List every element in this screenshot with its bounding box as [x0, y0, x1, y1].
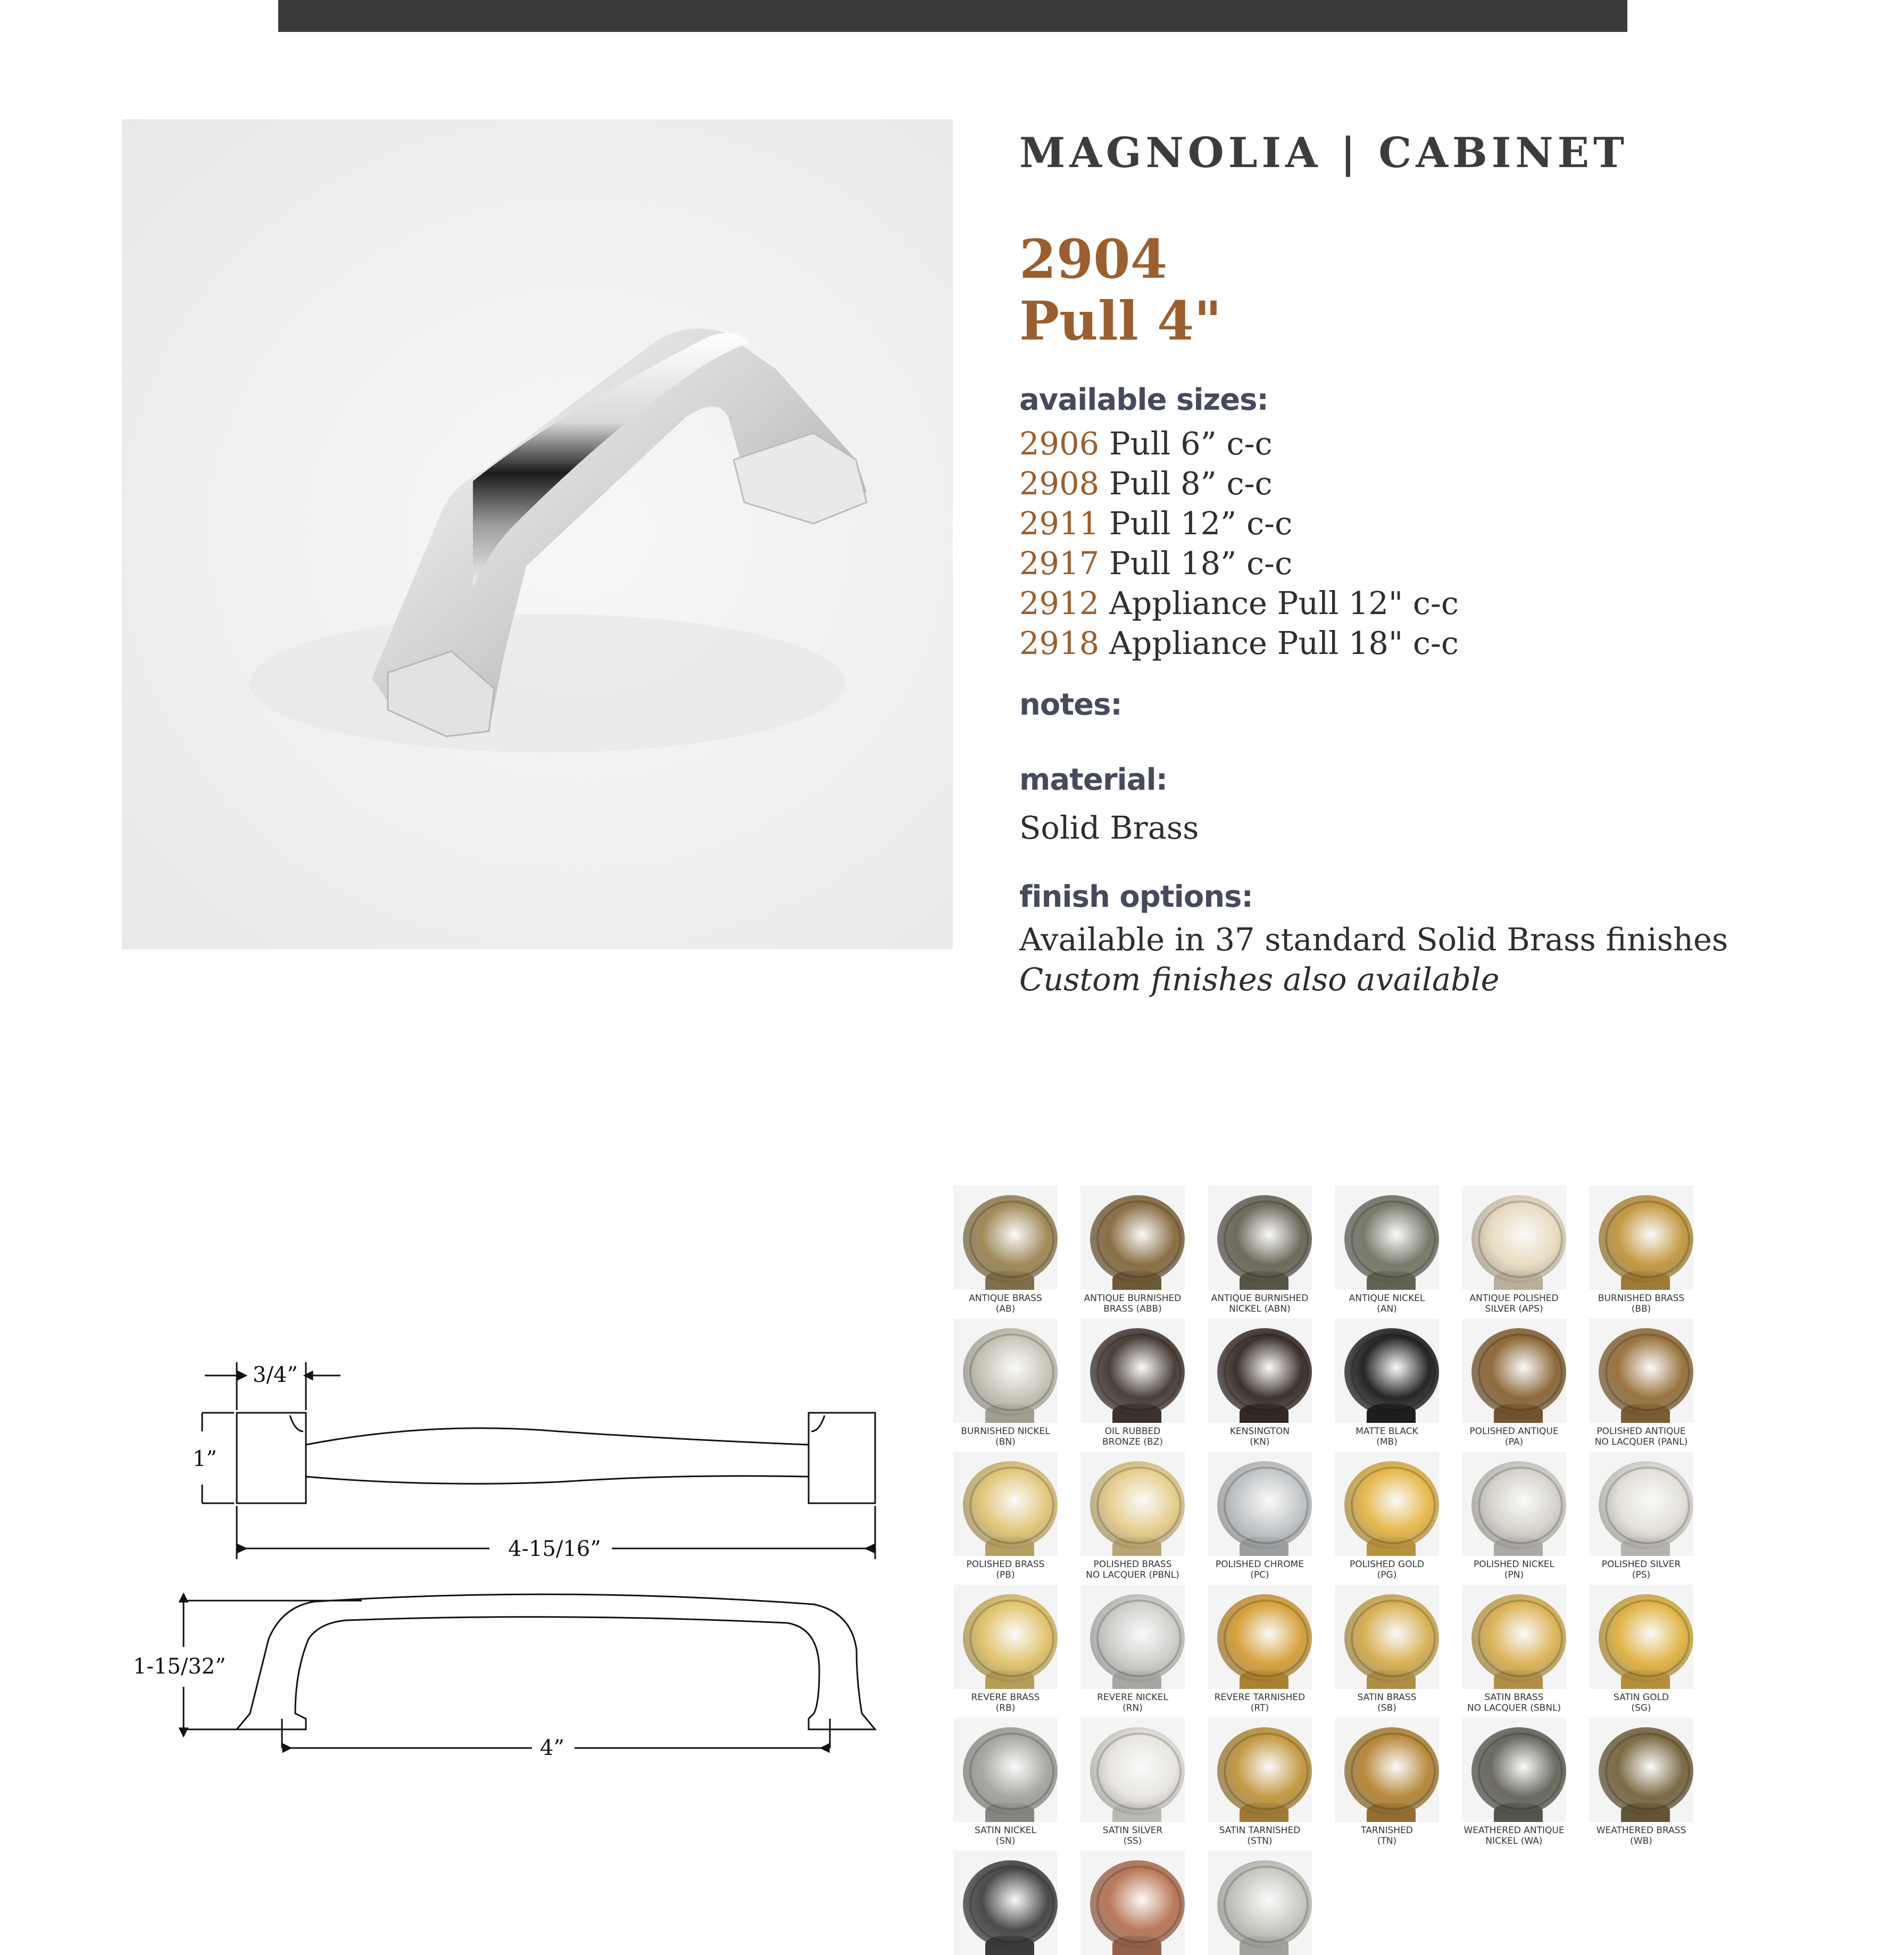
- model-heading: [1019, 228, 1870, 352]
- finish-name: WEATHERED BRASS: [1596, 1825, 1686, 1836]
- finish-swatch: [1080, 1851, 1185, 1955]
- finish-swatch-label: [1074, 1426, 1191, 1447]
- finish-name: WEATHERED ANTIQUE: [1464, 1825, 1565, 1836]
- finish-swatch: [1462, 1718, 1566, 1846]
- finish-name: REVERE NICKEL: [1097, 1692, 1168, 1703]
- finish-code: NO LACQUER (PANL): [1594, 1437, 1688, 1447]
- dim-overall-length: 4-15/16”: [508, 1537, 601, 1561]
- finish-swatch: [1589, 1718, 1693, 1846]
- finish-swatch: [1335, 1718, 1439, 1846]
- finish-swatch-image: [1080, 1319, 1185, 1423]
- size-item: 2911 Pull 12” c-c: [1019, 505, 1293, 542]
- finish-code: (SB): [1377, 1703, 1396, 1713]
- finish-swatch-label: [947, 1559, 1064, 1580]
- pull-handle-image: [122, 119, 953, 949]
- brand-title: MAGNOLIA | CABINET: [1019, 129, 1629, 177]
- finish-swatch: [1080, 1718, 1185, 1846]
- finish-swatch: [1589, 1452, 1693, 1580]
- finish-name: POLISHED BRASS: [1093, 1559, 1172, 1570]
- finish-swatch-label: [1201, 1825, 1318, 1846]
- finish-swatch-image: [1080, 1585, 1185, 1689]
- product-info: [1019, 122, 1870, 999]
- finish-swatch-image: [1462, 1585, 1566, 1689]
- finish-swatch-image: [953, 1851, 1058, 1955]
- size-item: 2917 Pull 18” c-c: [1019, 545, 1293, 582]
- finish-code: (RB): [995, 1703, 1016, 1713]
- finish-swatch-label: [1583, 1825, 1700, 1846]
- finish-name: ANTIQUE BURNISHED: [1211, 1293, 1309, 1304]
- finish-name: REVERE TARNISHED: [1214, 1692, 1306, 1703]
- finish-code: (WB): [1630, 1836, 1652, 1846]
- finish-code: (SS): [1123, 1836, 1142, 1846]
- finish-name: POLISHED SILVER: [1601, 1559, 1681, 1570]
- finish-swatch-label: [1583, 1293, 1700, 1314]
- finish-name: SATIN TARNISHED: [1219, 1825, 1301, 1836]
- finish-swatch-label: [1201, 1692, 1318, 1713]
- finish-name: SATIN GOLD: [1613, 1692, 1669, 1703]
- finish-swatch-label: [1328, 1825, 1445, 1846]
- finish-swatch: [1208, 1851, 1312, 1955]
- finish-swatch-image: [1208, 1452, 1312, 1556]
- finish-swatch: [1462, 1585, 1566, 1713]
- finish-swatch-label: [1201, 1426, 1318, 1447]
- finish-swatch-label: [1201, 1559, 1318, 1580]
- finish-code: (PB): [996, 1570, 1015, 1580]
- finish-swatch-image: [1080, 1186, 1185, 1290]
- finish-code: NICKEL (WA): [1485, 1836, 1543, 1846]
- finish-swatch: [953, 1186, 1058, 1314]
- finish-name: SATIN NICKEL: [975, 1825, 1036, 1836]
- sizes-list: [1019, 424, 1870, 663]
- finish-swatch-image: [1462, 1186, 1566, 1290]
- finish-swatch: [953, 1585, 1058, 1713]
- finish-swatch: [953, 1851, 1058, 1955]
- finish-swatch-image: [1589, 1319, 1693, 1423]
- finish-swatch-image: [1208, 1851, 1312, 1955]
- model-name: Pull 4": [1019, 289, 1222, 352]
- finish-swatch-label: [1328, 1426, 1445, 1447]
- finish-swatch-image: [1080, 1851, 1185, 1955]
- finish-swatch: [1335, 1452, 1439, 1580]
- finish-swatch-label: [1456, 1825, 1573, 1846]
- finish-code: (BB): [1631, 1304, 1651, 1314]
- finish-name: POLISHED ANTIQUE: [1469, 1426, 1559, 1437]
- finish-name: REVERE BRASS: [971, 1692, 1040, 1703]
- finish-swatch-image: [1335, 1186, 1439, 1290]
- dim-center-to-center: 4”: [540, 1736, 564, 1760]
- finish-text: Available in 37 standard Solid Brass finishes: [1019, 921, 1728, 958]
- finish-swatch-image: [1080, 1718, 1185, 1822]
- finish-code: (PN): [1504, 1570, 1524, 1580]
- finish-swatch: [1462, 1186, 1566, 1314]
- finish-swatch: [1208, 1585, 1312, 1713]
- finish-code: (SG): [1631, 1703, 1651, 1713]
- finish-swatch-image: [1335, 1319, 1439, 1423]
- finish-code: (RN): [1123, 1703, 1143, 1713]
- dimension-drawing: [133, 1352, 894, 1767]
- finish-swatch-label: [1456, 1559, 1573, 1580]
- finish-code: (AN): [1377, 1304, 1397, 1314]
- size-item: 2906 Pull 6” c-c: [1019, 425, 1273, 462]
- finish-swatch: [953, 1718, 1058, 1846]
- available-sizes-heading: available sizes:: [1019, 383, 1268, 417]
- finish-name: MATTE BLACK: [1356, 1426, 1418, 1437]
- finish-swatch-label: [947, 1825, 1064, 1846]
- finish-swatch-image: [1335, 1452, 1439, 1556]
- finish-name: TARNISHED: [1361, 1825, 1413, 1836]
- finish-code: (TN): [1377, 1836, 1397, 1846]
- finish-code: (PA): [1504, 1437, 1524, 1447]
- finish-swatch: [1335, 1186, 1439, 1314]
- finish-code: (PS): [1632, 1570, 1651, 1580]
- finish-swatch: [1335, 1319, 1439, 1447]
- finish-code: (MB): [1376, 1437, 1398, 1447]
- finish-swatch: [1208, 1718, 1312, 1846]
- finish-swatch-image: [1208, 1319, 1312, 1423]
- finish-swatch-label: [1074, 1692, 1191, 1713]
- finish-swatch-image: [953, 1319, 1058, 1423]
- finish-code: (SN): [995, 1836, 1016, 1846]
- finish-swatch-label: [1328, 1692, 1445, 1713]
- finish-swatch-image: [1589, 1585, 1693, 1689]
- finish-code: NICKEL (ABN): [1229, 1304, 1291, 1314]
- finish-name: POLISHED GOLD: [1349, 1559, 1425, 1570]
- finish-code: (AB): [995, 1304, 1016, 1314]
- finish-swatch-image: [953, 1452, 1058, 1556]
- finish-name: ANTIQUE BURNISHED: [1084, 1293, 1182, 1304]
- finish-name: ANTIQUE NICKEL: [1349, 1293, 1425, 1304]
- finish-code: BRASS (ABB): [1103, 1304, 1162, 1314]
- dim-base-width: 3/4”: [253, 1363, 298, 1387]
- size-item: 2918 Appliance Pull 18" c-c: [1019, 625, 1459, 661]
- finish-swatch-label: [1583, 1426, 1700, 1447]
- finish-swatch-label: [947, 1293, 1064, 1314]
- finish-swatch-label: [1328, 1293, 1445, 1314]
- finish-name: POLISHED CHROME: [1215, 1559, 1304, 1570]
- finish-swatch-label: [947, 1692, 1064, 1713]
- finish-swatch-image: [953, 1585, 1058, 1689]
- finish-swatch: [1208, 1319, 1312, 1447]
- finish-custom: Custom finishes also available: [1019, 961, 1500, 998]
- size-item: 2912 Appliance Pull 12" c-c: [1019, 585, 1459, 622]
- finish-swatch-image: [1462, 1452, 1566, 1556]
- top-bar: [278, 0, 1627, 32]
- notes-heading: notes:: [1019, 687, 1122, 722]
- finish-name: POLISHED NICKEL: [1474, 1559, 1554, 1570]
- finish-swatch: [1335, 1585, 1439, 1713]
- model-number: 2904: [1019, 228, 1168, 291]
- finish-name: KENSINGTON: [1229, 1426, 1290, 1437]
- finish-swatch-image: [1589, 1718, 1693, 1822]
- finish-swatch: [953, 1452, 1058, 1580]
- finish-swatch-label: [947, 1426, 1064, 1447]
- material-heading: material:: [1019, 763, 1168, 797]
- finish-code: (PC): [1250, 1570, 1269, 1580]
- finish-swatch-image: [953, 1718, 1058, 1822]
- finish-swatch: [1589, 1186, 1693, 1314]
- material-value: Solid Brass: [1019, 809, 1199, 846]
- finish-swatch-image: [1462, 1718, 1566, 1822]
- finish-code: (PG): [1377, 1570, 1397, 1580]
- finish-swatch: [953, 1319, 1058, 1447]
- size-item: 2908 Pull 8” c-c: [1019, 465, 1273, 502]
- finish-code: NO LACQUER (PBNL): [1086, 1570, 1179, 1580]
- finish-swatch-label: [1074, 1293, 1191, 1314]
- finish-name: BURNISHED BRASS: [1598, 1293, 1685, 1304]
- finish-swatch-image: [1462, 1319, 1566, 1423]
- finish-name: SATIN BRASS: [1357, 1692, 1417, 1703]
- finish-swatch: [1080, 1452, 1185, 1580]
- finish-swatch-image: [1335, 1718, 1439, 1822]
- finish-swatch: [1589, 1319, 1693, 1447]
- finish-swatch-image: [1589, 1452, 1693, 1556]
- finish-name: ANTIQUE BRASS: [969, 1293, 1042, 1304]
- finish-swatch: [1080, 1186, 1185, 1314]
- finish-swatch: [1208, 1186, 1312, 1314]
- finish-code: (BN): [995, 1437, 1016, 1447]
- finish-swatch-image: [1335, 1585, 1439, 1689]
- finish-swatch-image: [1080, 1452, 1185, 1556]
- finish-swatch-label: [1456, 1426, 1573, 1447]
- finish-code: (KN): [1250, 1437, 1270, 1447]
- finish-code: NO LACQUER (SBNL): [1467, 1703, 1561, 1713]
- finish-code: (RT): [1250, 1703, 1269, 1713]
- finish-swatch-label: [1583, 1692, 1700, 1713]
- finish-options-heading: finish options:: [1019, 880, 1253, 914]
- finish-swatch-label: [1201, 1293, 1318, 1314]
- finish-swatch-image: [1208, 1186, 1312, 1290]
- finish-swatch: [1208, 1452, 1312, 1580]
- finish-swatch: [1462, 1452, 1566, 1580]
- finish-name: POLISHED BRASS: [966, 1559, 1045, 1570]
- dim-height: 1”: [193, 1447, 217, 1471]
- finish-name: OIL RUBBED: [1104, 1426, 1161, 1437]
- finish-swatch: [1080, 1319, 1185, 1447]
- finish-name: POLISHED ANTIQUE: [1597, 1426, 1686, 1437]
- finish-name: BURNISHED NICKEL: [961, 1426, 1050, 1437]
- finish-name: SATIN SILVER: [1102, 1825, 1163, 1836]
- finish-swatch-image: [1208, 1718, 1312, 1822]
- finish-swatch-label: [1456, 1293, 1573, 1314]
- finish-swatch-label: [1583, 1559, 1700, 1580]
- finish-swatch-image: [1589, 1186, 1693, 1290]
- finish-swatch-label: [1074, 1825, 1191, 1846]
- finish-name: SATIN BRASS: [1484, 1692, 1544, 1703]
- finish-code: BRONZE (BZ): [1102, 1437, 1163, 1447]
- finish-swatch-image: [953, 1186, 1058, 1290]
- finish-swatch: [1462, 1319, 1566, 1447]
- finish-code: SILVER (APS): [1485, 1304, 1543, 1314]
- finish-code: (STN): [1247, 1836, 1273, 1846]
- dim-projection: 1-15/32”: [133, 1654, 226, 1679]
- product-photo: [122, 119, 953, 949]
- finish-name: ANTIQUE POLISHED: [1469, 1293, 1559, 1304]
- finish-swatch-label: [1456, 1692, 1573, 1713]
- finish-swatch-label: [1074, 1559, 1191, 1580]
- finish-swatch: [1589, 1585, 1693, 1713]
- finish-swatch-label: [1328, 1559, 1445, 1580]
- finish-swatch-image: [1208, 1585, 1312, 1689]
- finish-swatch: [1080, 1585, 1185, 1713]
